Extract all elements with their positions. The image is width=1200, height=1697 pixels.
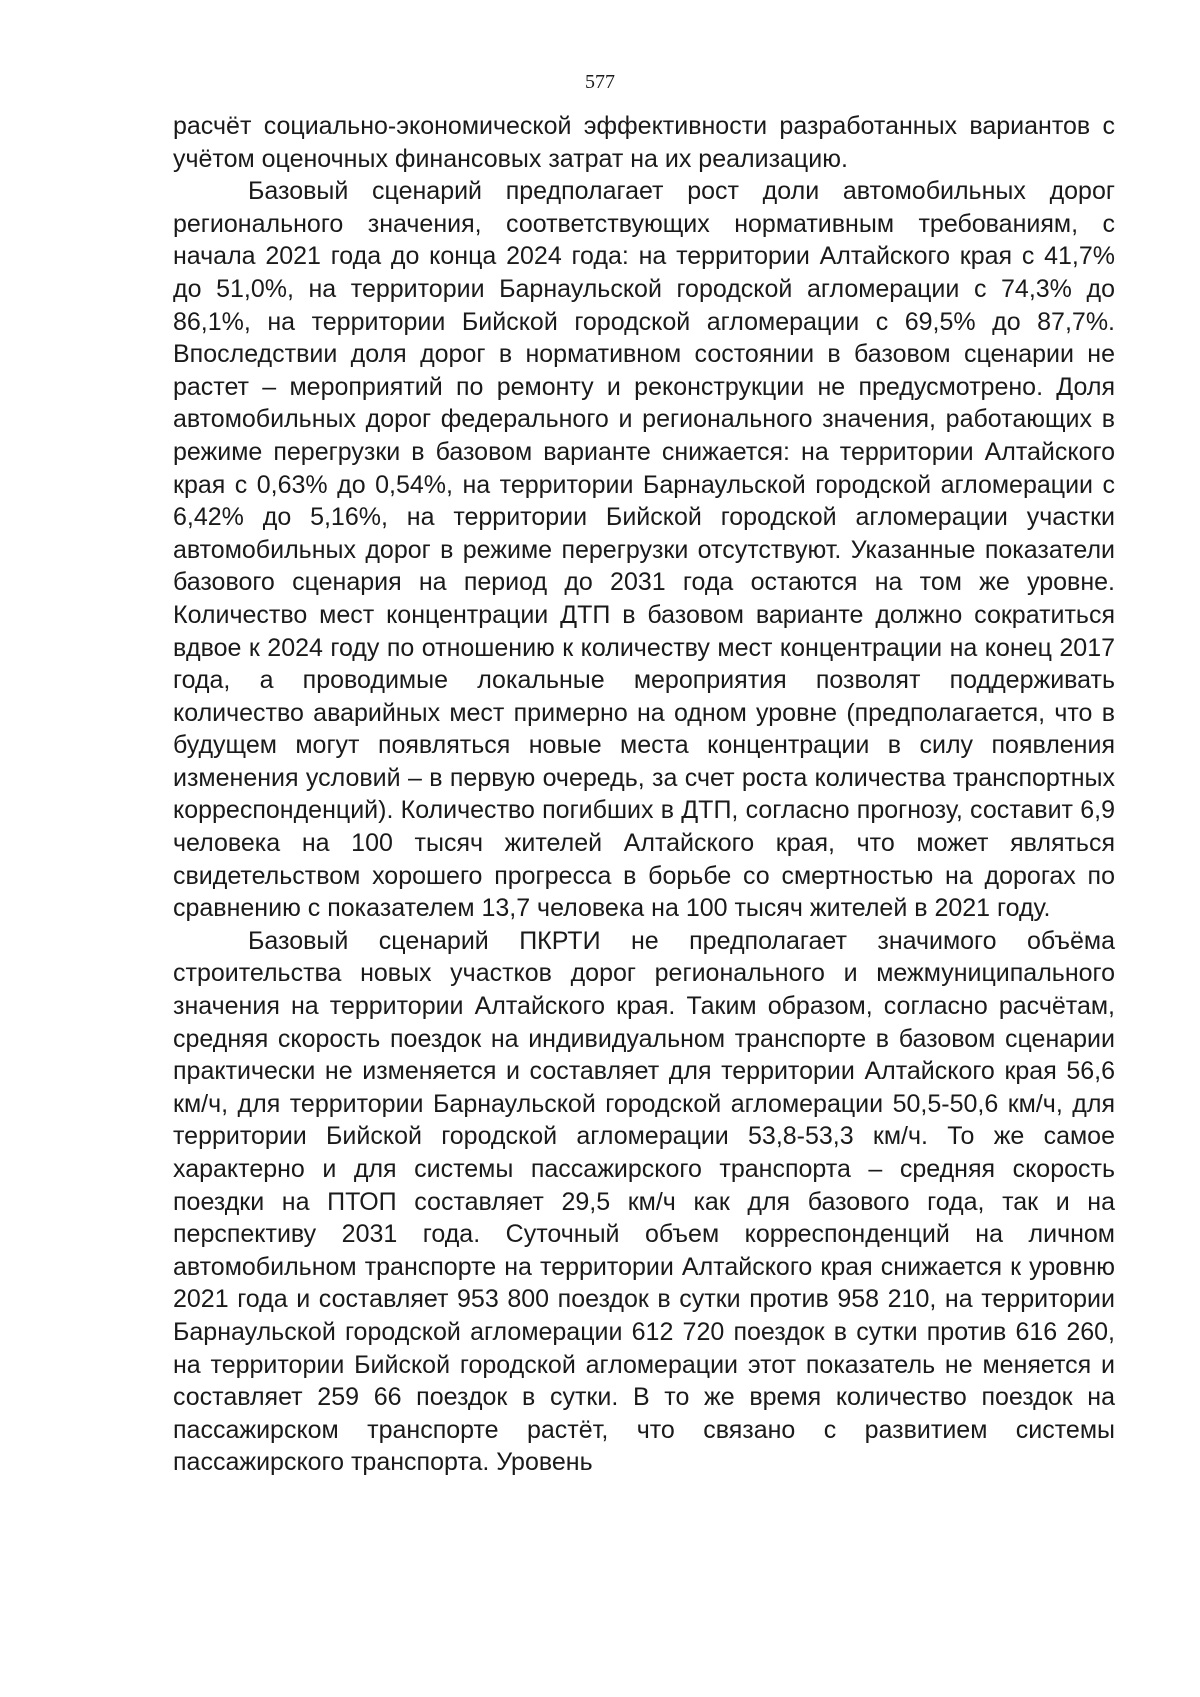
document-body [173,110,1115,1479]
paragraph-3: Базовый сценарий ПКРТИ не предполагает значимого объёма строительства новых участков дорог регионального и межмуниципального значения на территории Алтайского края. Таким образом, согласно расчётам, средняя скорость поездок на индивидуальном транспорте в базовом сценарии практически не изменяется и составляет для территории Алтайского края 56,6 км/ч, для территории Барнаульской городской агломерации 50,5-50,6 км/ч, для территории Бийской городской агломерации 53,8-53,3 км/ч. То же самое характерно и для системы пассажирского транспорта – средняя скорость поездки на ПТОП составляет 29,5 км/ч как для базового года, так и на перспективу 2031 года. Суточный объем корреспонденций на личном автомобильном транспорте на территории Алтайского края снижается к уровню 2021 года и составляет 953 800 поездок в сутки против 958 210, на территории Барнаульской городской агломерации 612 720 поездок в сутки против 616 260, на территории Бийской городской агломерации этот показатель не меняется и составляет 259 66 поездок в сутки. В то же время количество поездок на пассажирском транспорте растёт, что связано с развитием системы пассажирского транспорта. Уровень [173,926,1115,1477]
paragraph-1: расчёт социально-экономической эффективности разработанных вариантов с учётом оценочных финансовых затрат на их реализацию. [173,112,1115,173]
paragraph-2: Базовый сценарий предполагает рост доли автомобильных дорог регионального значения, соответствующих нормативным требованиям, с начала 2021 года до конца 2024 года: на территории Алтайского края с 41,7% до 51,0%, на территории Барнаульской городской агломерации с 74,3% до 86,1%, на территории Бийской городской агломерации с 69,5% до 87,7%. Впоследствии доля дорог в нормативном состоянии в базовом сценарии не растет – мероприятий по ремонту и реконструкции не предусмотрено. Доля автомобильных дорог федерального и регионального значения, работающих в режиме перегрузки в базовом варианте снижается: на территории Алтайского края с 0,63% до 0,54%, на территории Барнаульской городской агломерации с 6,42% до 5,16%, на территории Бийской городской агломерации участки автомобильных дорог в режиме перегрузки отсутствуют. Указанные показатели базового сценария на период до 2031 года остаются на том же уровне. Количество мест концентрации ДТП в базовом варианте должно сократиться вдвое к 2024 году по отношению к количеству мест концентрации на конец 2017 года, а проводимые локальные мероприятия позволят поддерживать количество аварийных мест примерно на одном уровне (предполагается, что в будущем могут появляться новые места концентрации в силу появления изменения условий – в первую очередь, за счет роста количества транспортных корреспонденций). Количество погибших в ДТП, согласно прогнозу, составит 6,9 человека на 100 тысяч жителей Алтайского края, что может являться свидетельством хорошего прогресса в борьбе со смертностью на дорогах по сравнению с показателем 13,7 человека на 100 тысяч жителей в 2021 году. [173,177,1115,923]
page-number: 577 [585,71,615,93]
